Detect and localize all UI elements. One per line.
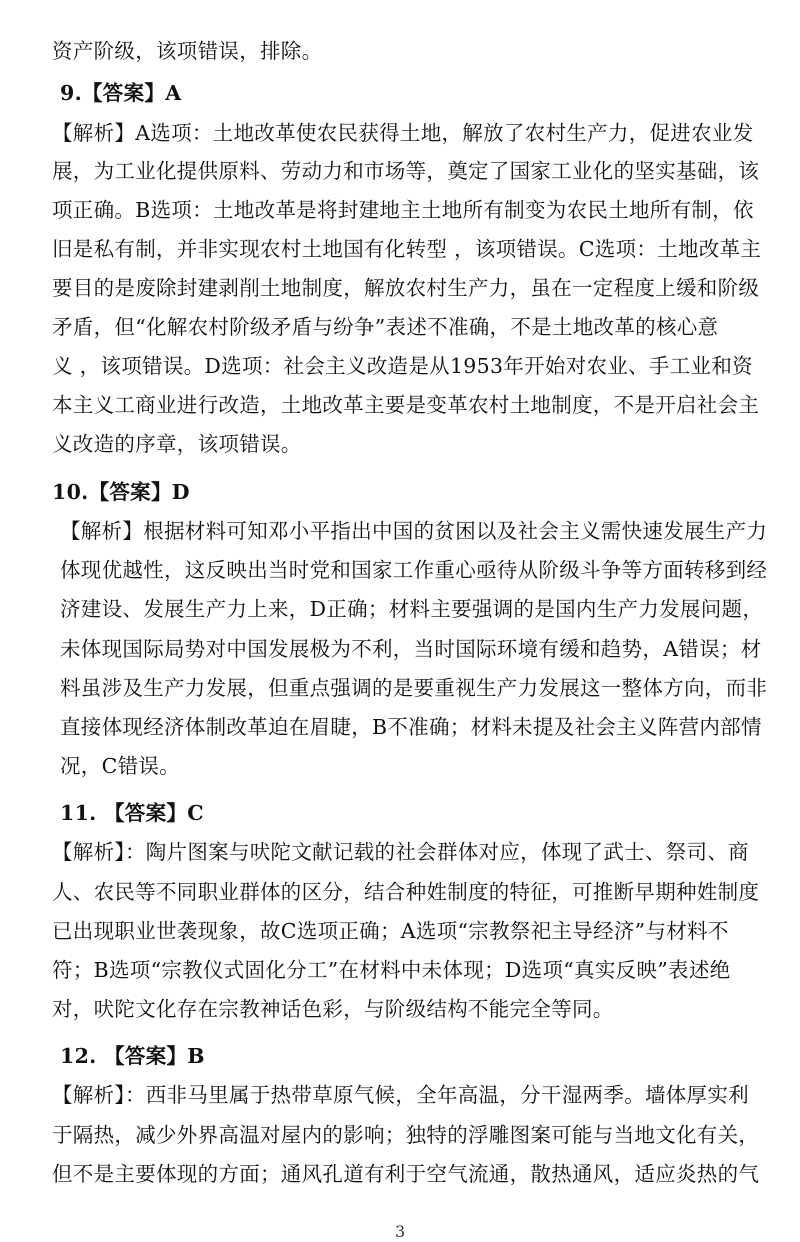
q11-explanation-line: 对，吠陀文化存在宗教神话色彩，与阶级结构不能完全等同。 (52, 997, 614, 1021)
q9-explanation-line: 【解析】A选项：土地改革使农民获得土地，解放了农村生产力，促进农业发 (52, 121, 754, 145)
q12-explanation-line: 【解析】：西非马里属于热带草原气候，全年高温，分干湿两季。墙体厚实利 (52, 1083, 749, 1107)
q9-explanation-line: 义改造的序章，该项错误。 (52, 432, 302, 456)
q9-explanation-line: 项正确。B选项：土地改革是将封建地主土地所有制变为农民土地所有制，依 (52, 198, 754, 222)
q11-explanation-line: 人、农民等不同职业群体的区分，结合种姓制度的特征，可推断早期种姓制度 (52, 880, 760, 904)
q10-answer-heading: 10.【答案】D (52, 480, 190, 504)
q9-explanation-line: 展，为工业化提供原料、劳动力和市场等，奠定了国家工业化的坚实基础，该 (52, 159, 760, 183)
q10-explanation-line: 济建设、发展生产力上来，D正确；材料主要强调的是国内生产力发展问题， (60, 597, 764, 621)
q10-explanation-line: 况，C错误。 (60, 754, 180, 778)
q11-explanation-line: 【解析】：陶片图案与吠陀文献记载的社会群体对应，体现了武士、祭司、商 (52, 840, 749, 864)
q12-explanation-line: 但不是主要体现的方面；通风孔道有利于空气流通，散热通风，适应炎热的气 (52, 1162, 760, 1186)
q10-explanation-line: 【解析】根据材料可知邓小平指出中国的贫困以及社会主义需快速发展生产力 (60, 519, 768, 543)
q10-explanation-line: 体现优越性，这反映出当时党和国家工作重心亟待从阶级斗争等方面转移到经 (60, 558, 768, 582)
q11-answer-heading: 11. 【答案】C (60, 801, 204, 825)
q9-explanation-line: 义 ，该项错误。D选项：社会主义改造是从1953年开始对农业、手工业和资 (52, 354, 753, 378)
q9-explanation-line: 本主义工商业进行改造，土地改革主要是变革农村土地制度，不是开启社会主 (52, 393, 760, 417)
q11-explanation-line: 符；B选项“宗教仪式固化分工”在材料中未体现；D选项“真实反映”表述绝 (52, 958, 731, 982)
q10-explanation-line: 料虽涉及生产力发展，但重点强调的是要重视生产力发展这一整体方向，而非 (60, 676, 768, 700)
q12-answer-heading: 12. 【答案】B (60, 1044, 205, 1068)
page-number: 3 (395, 1222, 406, 1241)
q9-explanation-line: 旧是私有制，并非实现农村土地国有化转型 ，该项错误。C选项：土地改革主 (52, 237, 762, 261)
q11-explanation-line: 已出现职业世袭现象，故C选项正确；A选项“宗教祭祀主导经济”与材料不 (52, 919, 729, 943)
q10-explanation-line: 直接体现经济体制改革迫在眉睫，B不准确；材料未提及社会主义阵营内部情 (60, 715, 762, 739)
q9-answer-heading: 9.【答案】A (60, 81, 182, 105)
carryover-text: 资产阶级，该项错误，排除。 (52, 39, 323, 63)
q10-explanation-line: 未体现国际局势对中国发展极为不利，当时国际环境有缓和趋势，A错误；材 (60, 637, 762, 661)
q9-explanation-line: 矛盾，但“化解农村阶级矛盾与纷争”表述不准确，不是土地改革的核心意 (52, 315, 719, 339)
q9-explanation-line: 要目的是废除封建剥削土地制度，解放农村生产力，虽在一定程度上缓和阶级 (52, 276, 760, 300)
q12-explanation-line: 于隔热，减少外界高温对屋内的影响；独特的浮雕图案可能与当地文化有关， (52, 1123, 760, 1147)
